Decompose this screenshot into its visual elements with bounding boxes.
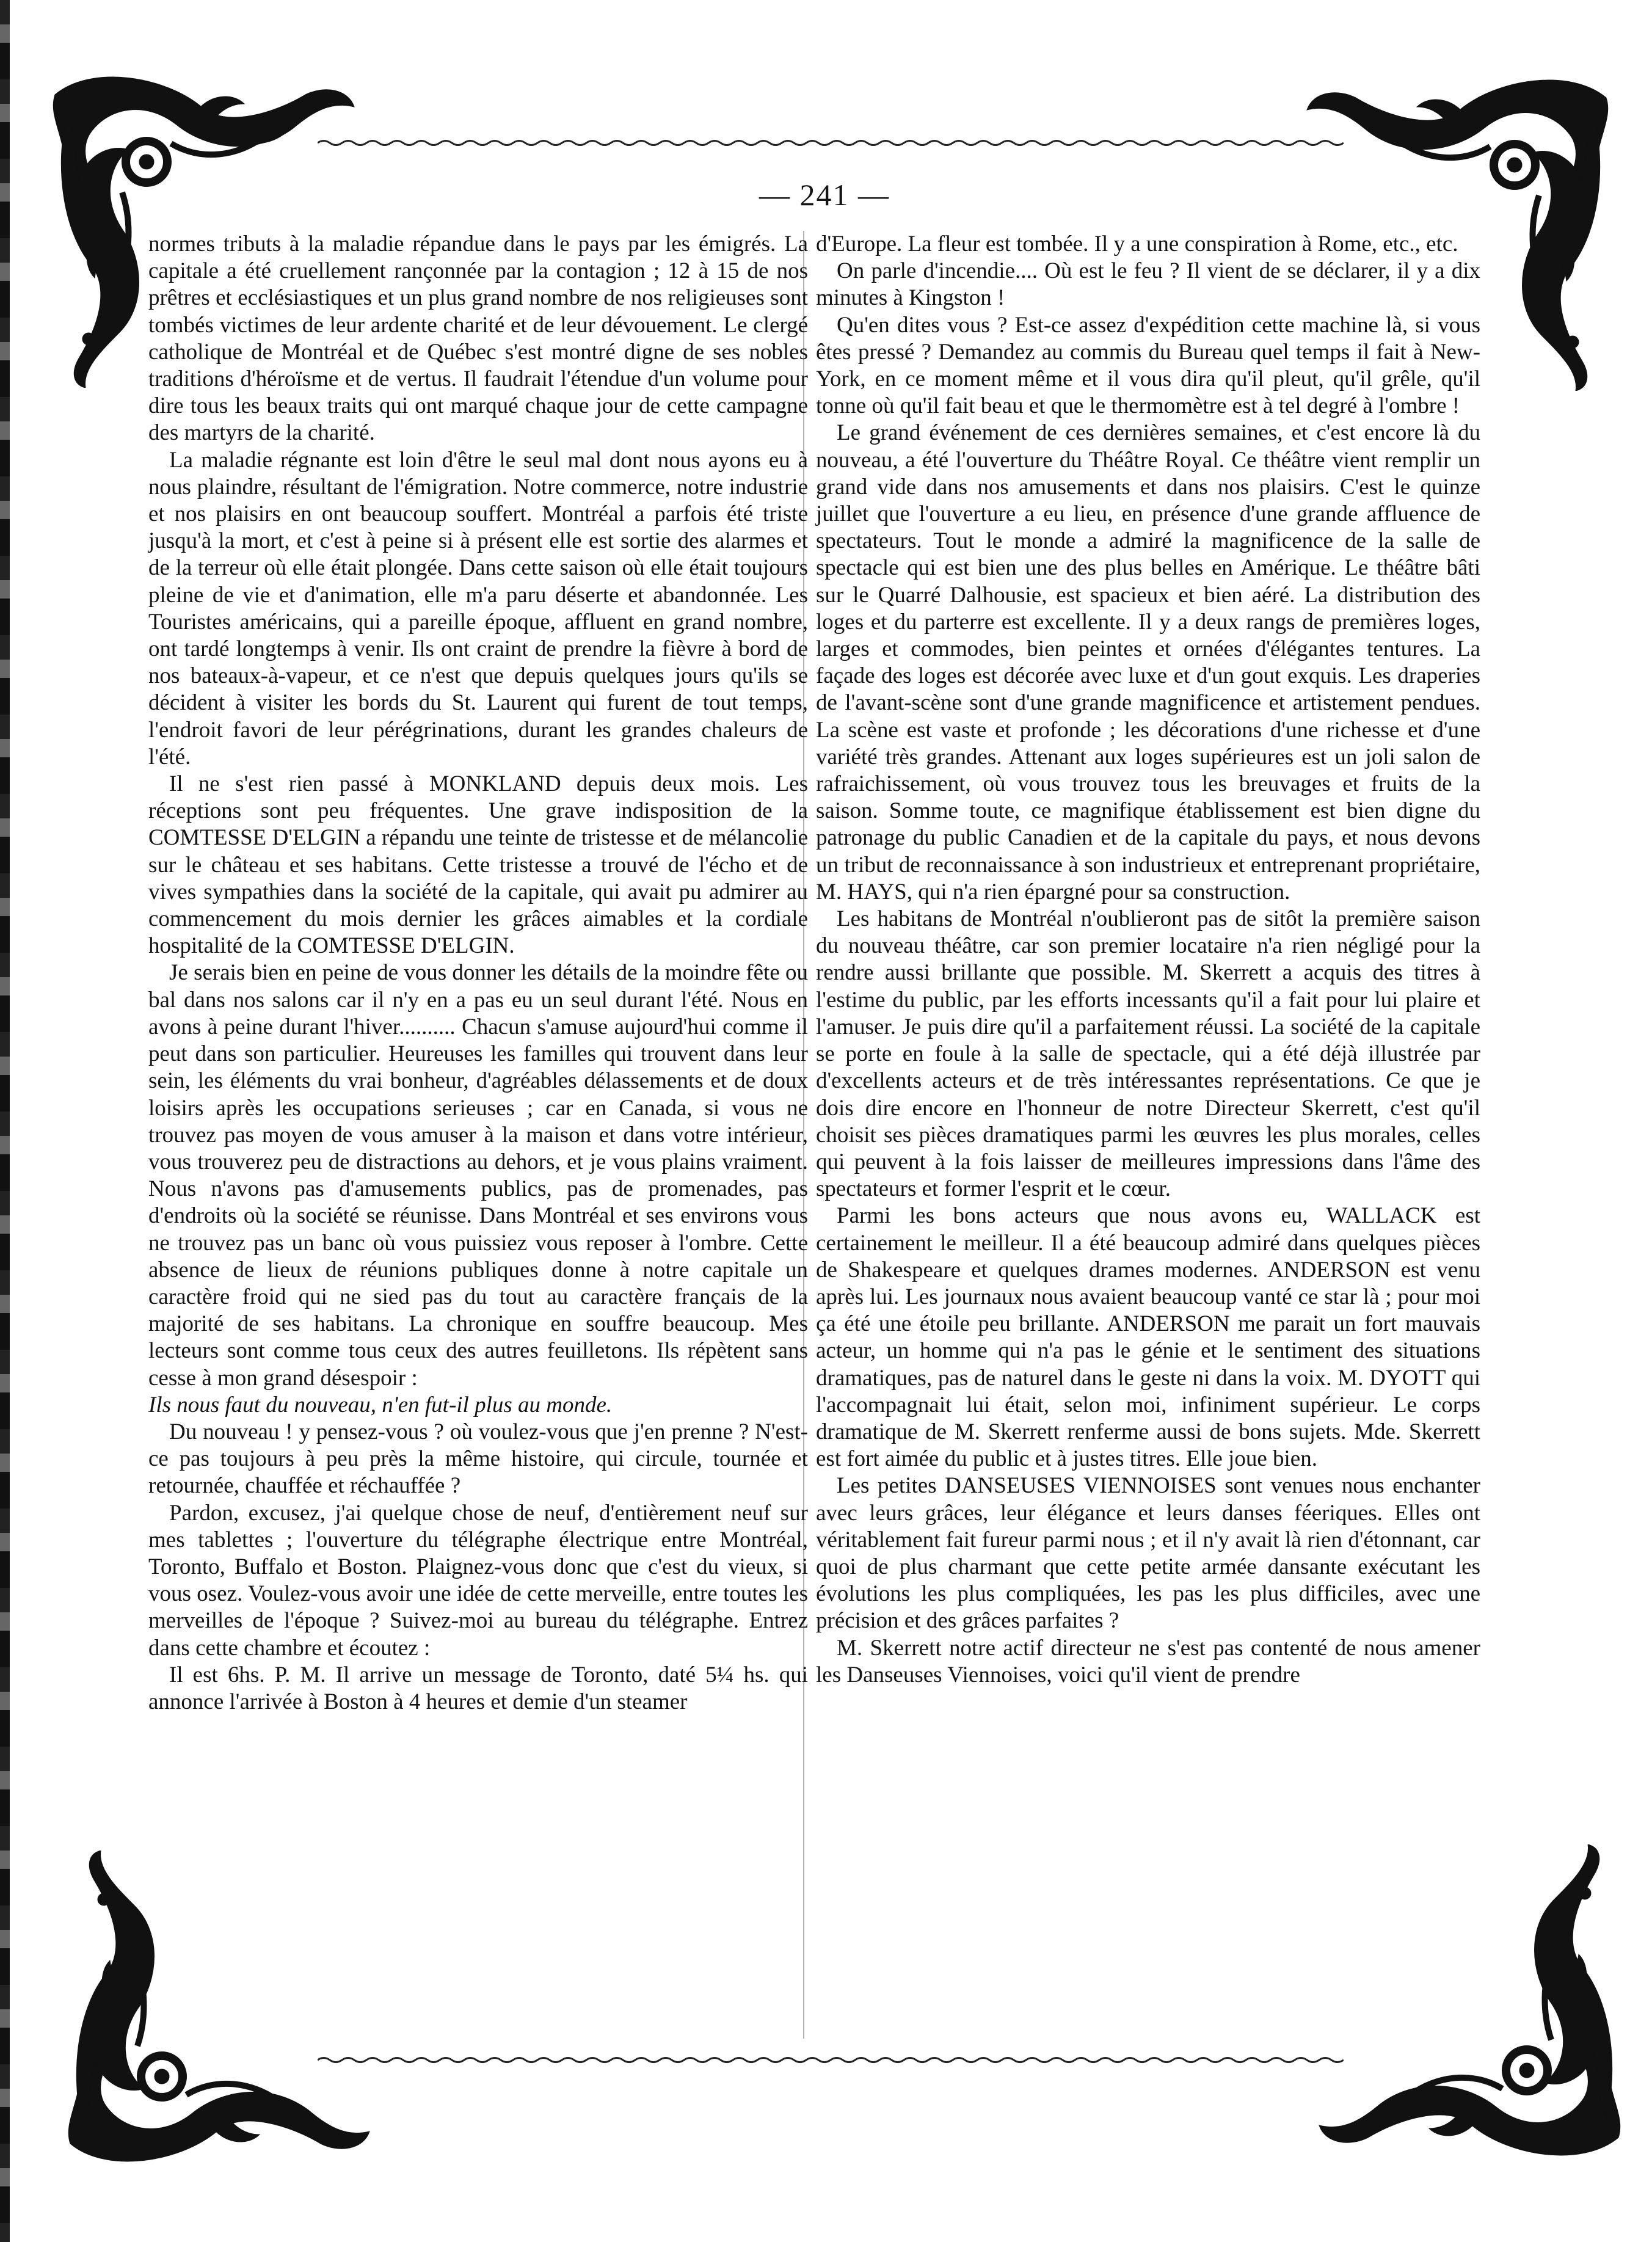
top-ornamental-rule xyxy=(318,137,1344,148)
paragraph: Il est 6hs. P. M. Il arrive un message de Toronto, daté 5¼ hs. qui annonce l'arrivée à Boston à 4 heures et demie d'un steamer xyxy=(148,1662,808,1714)
paragraph: Pardon, excusez, j'ai quelque chose de neuf, d'entièrement neuf sur mes tablettes ; l'ouverture du télégraphe électrique entre Montréal, Toronto, Buffalo et Boston. Plaignez-vous donc que c'est du vieux, si vous osez. Voulez-vous avoir une idée de cette merveille, entre toutes les merveilles de l'époque ? Suivez-moi au bureau du télégraphe. Entrez dans cette chambre et écoutez : xyxy=(148,1500,808,1661)
paragraph: Du nouveau ! y pensez-vous ? où voulez-vous que j'en prenne ? N'est-ce pas toujours à peu près la même histoire, qui circule, tournée et retournée, chauffée et réchauffée ? xyxy=(148,1419,808,1499)
paragraph: On parle d'incendie.... Où est le feu ? Il vient de se déclarer, il y a dix minutes à Kingston ! xyxy=(816,258,1480,311)
paragraph: Le grand événement de ces dernières semaines, et c'est encore là du nouveau, a été l'ouverture du Théâtre Royal. Ce théâtre vient remplir un grand vide dans nos amusements et dans nos plaisirs. C'est le quinze juillet que l'ouverture a eu lieu, en présence d'une grande affluence de spectateurs. Tout le monde a admiré la magnificence de la salle de spectacle qui est bien une des plus belles en Amérique. Le théâtre bâti sur le Quarré Dalhousie, est spacieux et bien aéré. La distribution des loges et du parterre est excellente. Il y a deux rangs de premières loges, larges et commodes, bien peintes et ornées d'élégantes tentures. La façade des loges est décorée avec luxe et d'un gout exquis. Les draperies de l'avant-scène sont d'une grande magnificence et artistement pendues. La scène est vaste et profonde ; les décorations d'une richesse et d'une variété très grandes. Attenant aux loges supérieures est un joli salon de rafraichissement, où vous trouvez tous les breuvages et fruits de la saison. Somme toute, ce magnifique établissement est bien digne du patronage du public Canadien et de la capitale du pays, et nous devons un tribut de reconnaissance à son industrieux et entreprenant propriétaire, M. HAYS, qui n'a rien épargné pour sa construction. xyxy=(816,420,1480,904)
paragraph: La maladie régnante est loin d'être le seul mal dont nous ayons eu à nous plaindre, résultant de l'émigration. Notre commerce, notre industrie et nos plaisirs en ont beaucoup souffert. Montréal a parfois été triste jusqu'à la mort, et c'est à peine si à présent elle est sortie des alarmes et de la terreur où elle était plongée. Dans cette saison où elle était toujours pleine de vie et d'animation, elle m'a paru déserte et abandonnée. Les Touristes américains, qui a pareille époque, affluent en grand nombre, ont tardé longtemps à venir. Ils ont craint de prendre la fièvre à bord de nos bateaux-à-vapeur, et ce n'est que depuis quelques jours qu'ils se décident à visiter les bords du St. Laurent qui furent de tout temps, l'endroit favori de leur pérégrinations, durant les grandes chaleurs de l'été. xyxy=(148,447,808,770)
bottom-ornamental-rule xyxy=(318,2055,1344,2065)
paragraph: Les habitans de Montréal n'oublieront pas de sitôt la première saison du nouveau théâtre, car son premier locataire n'a rien négligé pour la rendre aussi brillante que possible. M. Skerrett a acquis des titres à l'estime du public, par les efforts incessants qu'il a fait pour lui plaire et l'amuser. Je puis dire qu'il a parfaitement réussi. La société de la capitale se porte en foule à la salle de spectacle, qui a été déjà illustrée par d'excellents acteurs et de très intéressantes représentations. Ce que je dois dire encore en l'honneur de notre Directeur Skerrett, c'est qu'il choisit ses pièces dramatiques parmi les œuvres les plus morales, celles qui peuvent à la fois laisser de meilleures impressions dans l'âme des spectateurs et former l'esprit et le cœur. xyxy=(816,906,1480,1202)
corner-ornament-bottom-left xyxy=(58,1851,376,2168)
paragraph: d'Europe. La fleur est tombée. Il y a une conspiration à Rome, etc., etc. xyxy=(816,231,1458,257)
paragraph: Parmi les bons acteurs que nous avons eu, WALLACK est certainement le meilleur. Il a été beaucoup admiré dans quelques pièces de Shakespeare et quelques drames modernes. ANDERSON est venu après lui. Les journaux nous avaient beaucoup vanté ce star là ; pour moi ça été une étoile peu brillante. ANDERSON me parait un fort mauvais acteur, un homme qui n'a pas le génie et le sentiment des situations dramatiques, pas de naturel dans le geste ni dans la voix. M. DYOTT qui l'accompagnait lui était, selon moi, infiniment supérieur. Le corps dramatique de M. Skerrett renferme aussi de bons sujets. Mde. Skerrett est fort aimée du public et à justes titres. Elle joue bien. xyxy=(816,1203,1480,1472)
binding-edge xyxy=(0,0,10,2242)
right-column xyxy=(816,231,1480,1689)
paragraph: Qu'en dites vous ? Est-ce assez d'expédition cette machine là, si vous êtes pressé ? Demandez au commis du Bureau quel temps il fait à New-York, en ce moment même et il vous dira qu'il pleut, qu'il grêle, qu'il tonne où qu'il fait beau et que le thermomètre est à tel degré à l'ombre ! xyxy=(816,312,1480,419)
paragraph: Il ne s'est rien passé à MONKLAND depuis deux mois. Les réceptions sont peu fréquentes. Une grave indisposition de la COMTESSE D'ELGIN a répandu une teinte de tristesse et de mélancolie sur le château et ses habitans. Cette tristesse a trouvé de l'écho et de vives sympathies dans la société de la capitale, qui avait pu admirer au commencement du mois dernier les grâces aimables et la cordiale hospitalité de la COMTESSE D'ELGIN. xyxy=(148,771,808,959)
left-column xyxy=(148,231,808,1716)
page-number: — 241 — xyxy=(759,178,890,212)
corner-ornament-bottom-right xyxy=(1313,1844,1631,2162)
paragraph: Je serais bien en peine de vous donner les détails de la moindre fête ou bal dans nos salons car il n'y en a pas eu un seul durant l'été. Nous en avons à peine durant l'hiver.......... Chacun s'amuse aujourd'hui comme il peut dans son particulier. Heureuses les familles qui trouvent dans leur sein, les éléments du vrai bonheur, d'agréables délassements et de doux loisirs après les occupations serieuses ; car en Canada, si vous ne trouvez pas moyen de vous amuser à la maison et dans votre intérieur, vous trouverez peu de distractions au dehors, et je vous plains vraiment. Nous n'avons pas d'amusements publics, pas de promenades, pas d'endroits où la société se réunisse. Dans Montréal et ses environs vous ne trouvez pas un banc où vous puissiez vous reposer à l'ombre. Cette absence de lieux de réunions publiques donne à notre capitale un caractère froid qui ne sied pas du tout au caractère français de la majorité de ses habitans. La chronique en souffre beaucoup. Mes lecteurs sont comme tous ceux des autres feuilletons. Ils répètent sans cesse à mon grand désespoir : xyxy=(148,960,808,1391)
paragraph: normes tributs à la maladie répandue dans le pays par les émigrés. La capitale a été cruellement rançonnée par la contagion ; 12 à 15 de nos prêtres et ecclésiastiques et un plus grand nombre de nos religieuses sont tombés victimes de leur ardente charité et de leur dévouement. Le clergé catholique de Montréal et de Québec s'est montré digne de ses nobles traditions d'héroïsme et de vertus. Il faudrait l'étendue d'un volume pour dire tous les beaux traits qui ont marqué chaque jour de cette campagne des martyrs de la charité. xyxy=(148,231,808,446)
paragraph: Les petites DANSEUSES VIENNOISES sont venues nous enchanter avec leurs grâces, leur élégance et leurs danses féeriques. Elles ont véritablement fait fureur parmi nous ; et il n'y avait là rien d'étonnant, car quoi de plus charmant que cette petite armée dansante exécutant les évolutions les plus compliquées, les pas les plus difficiles, avec une précision et des grâces parfaites ? xyxy=(816,1473,1480,1634)
quoted-verse: Ils nous faut du nouveau, n'en fut-il plus au monde. xyxy=(148,1392,613,1418)
paragraph: M. Skerrett notre actif directeur ne s'est pas contenté de nous amener les Danseuses Viennoises, voici qu'il vient de prendre xyxy=(816,1635,1480,1687)
